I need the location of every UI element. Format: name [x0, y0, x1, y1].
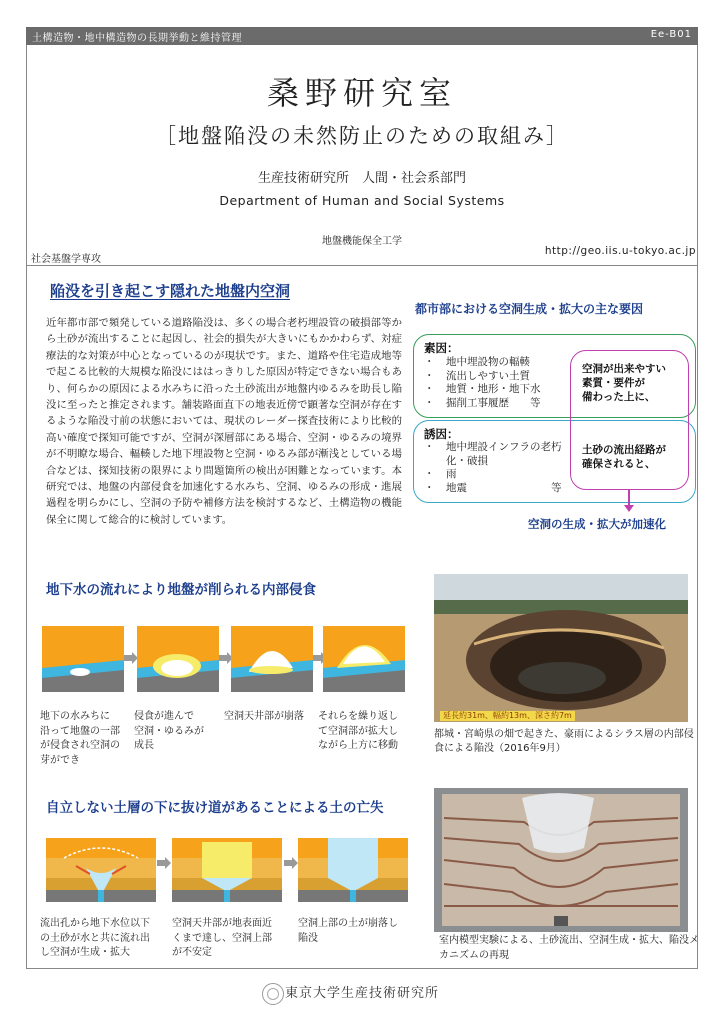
right-arrow-icon — [157, 857, 171, 869]
arrow-head-icon — [624, 505, 634, 512]
category-label: 土構造物・地中構造物の長期挙動と維持管理 — [32, 33, 242, 44]
section1-body: 近年都市部で頻発している道路陥没は、多くの場合老朽埋設管の破損部等から土砂が流出することに起因し、社会的損失が大きいにもかかわらず、対症療法的な対策が中心となっているのが現状です。また、道路や住宅造成地等で起こる比較的大規模な陥没にははっきりした原因が特定できない場合もあり、何らかの原因による水みちに沿った土砂流出が地盤内ゆるみを助長し陥没に至ったと推定されます。舗装路面直下の地表近傍で顕著な空洞が存在するような陥没寸前の状態においては、現状のレーダー探査技術により比較的高い確度で探知可能ですが、空洞が深層部にある場合、空洞・ゆるみの境界が不明瞭な場合、輻輳した地下埋設物と空洞・ゆるみ部が漸浅としている場合などは、探知技術の限界により問題箇所の検出が困難となっています。本研究では、地盤の内部侵食を加速化する水みち、空洞、ゆるみの形成・進展過程を明らかにし、空洞の予防や補修方法を検討するなど、土構造物の機能保全に関して総合的に検討しています。 — [46, 317, 402, 526]
soin-title: 素因： — [424, 341, 459, 355]
soil-loss-caption-1: 流出孔から地下水位以下 の土砂が水と共に流れ出 し空洞が生成・拡大 — [40, 918, 150, 958]
poster-code: Ee-B01 — [650, 29, 692, 40]
course-name: 社会基盤学専攻 — [31, 254, 101, 265]
erosion-stage-2 — [137, 626, 219, 692]
yuin-item: ・ 地震 等 — [422, 482, 572, 496]
section1-title: 陥没を引き起こす隠れた地盤内空洞 — [50, 282, 291, 300]
soin-item: ・ 掘削工事履歴 等 — [422, 397, 582, 411]
yuin-item: ・ 雨 — [422, 468, 572, 482]
sinkhole-photo-caption: 都城・宮崎県の畑で起きた、豪雨によるシラス層の内部侵食による陥没（2016年9月） — [434, 729, 694, 754]
condition-text-2: 土砂の流出経路が 確保されると、 — [582, 444, 666, 470]
model-photo-caption: 室内模型実験による、土砂流出、空洞生成・拡大、陥没メカニズムの再現 — [439, 935, 699, 961]
lab-url-link[interactable]: http://geo.iis.u-tokyo.ac.jp — [544, 245, 696, 257]
soin-item: ・ 地質・地形・地下水 — [422, 383, 582, 397]
research-field: 地盤機能保全工学 — [322, 236, 402, 247]
erosion-caption-2: 侵食が進んで 空洞・ゆるみが 成長 — [134, 711, 204, 751]
sinkhole-dimension-label: 延長約31m、幅約13m、深さ約7m — [440, 711, 575, 721]
section2-title: 地下水の流れにより地盤が削られる内部侵食 — [46, 582, 316, 598]
top-banner — [26, 27, 698, 45]
lab-title: 桑野研究室 — [266, 74, 457, 112]
erosion-stage-3 — [231, 626, 313, 692]
yuin-title: 誘因： — [424, 427, 459, 441]
department-ja: 生産技術研究所 人間・社会系部門 — [257, 171, 466, 186]
erosion-stage-4 — [323, 626, 405, 692]
sinkhole-photo — [434, 574, 688, 722]
right-arrow-icon — [284, 857, 298, 869]
erosion-caption-3: 空洞天井部が崩落 — [224, 711, 304, 722]
soin-list — [422, 356, 582, 410]
soin-item: ・ 地中埋設物の輻輳 — [422, 356, 582, 370]
section3-title: 自立しない土層の下に抜け道があることによる土の亡失 — [46, 800, 384, 816]
yuin-item: ・ 地中埋設インフラの老朽化・破損 — [422, 441, 572, 468]
soil-loss-caption-3: 空洞上部の土が崩落し 陥没 — [298, 918, 398, 944]
erosion-caption-1: 地下の水みちに 沿って地盤の一部 が侵食され空洞の 芽ができ — [40, 711, 120, 766]
institute-footer: 東京大学生産技術研究所 — [284, 986, 439, 1001]
erosion-stage-1 — [42, 626, 124, 692]
soil-loss-stage-3 — [298, 838, 408, 902]
factors-title: 都市部における空洞生成・拡大の主な要因 — [415, 302, 644, 316]
poster-subtitle: ［地盤陥没の未然防止のための取組み］ — [155, 124, 569, 148]
divider — [26, 265, 698, 266]
erosion-caption-4: それらを繰り返し て空洞部が拡大し ながら上方に移動 — [318, 711, 398, 751]
model-experiment-photo — [434, 788, 688, 932]
soil-loss-stage-2 — [172, 838, 282, 902]
yuin-list — [422, 441, 572, 495]
soil-loss-stage-1 — [46, 838, 156, 902]
condition-text-1: 空洞が出来やすい 素質・要件が 備わった上に、 — [582, 363, 666, 403]
acceleration-result: 空洞の生成・拡大が加速化 — [528, 517, 666, 531]
department-en: Department of Human and Social Systems — [219, 193, 505, 208]
soin-item: ・ 流出しやすい土質 — [422, 370, 582, 384]
right-arrow-icon — [124, 652, 138, 664]
soil-loss-caption-2: 空洞天井部が地表面近 くまで達し、空洞上部 が不安定 — [172, 918, 272, 958]
